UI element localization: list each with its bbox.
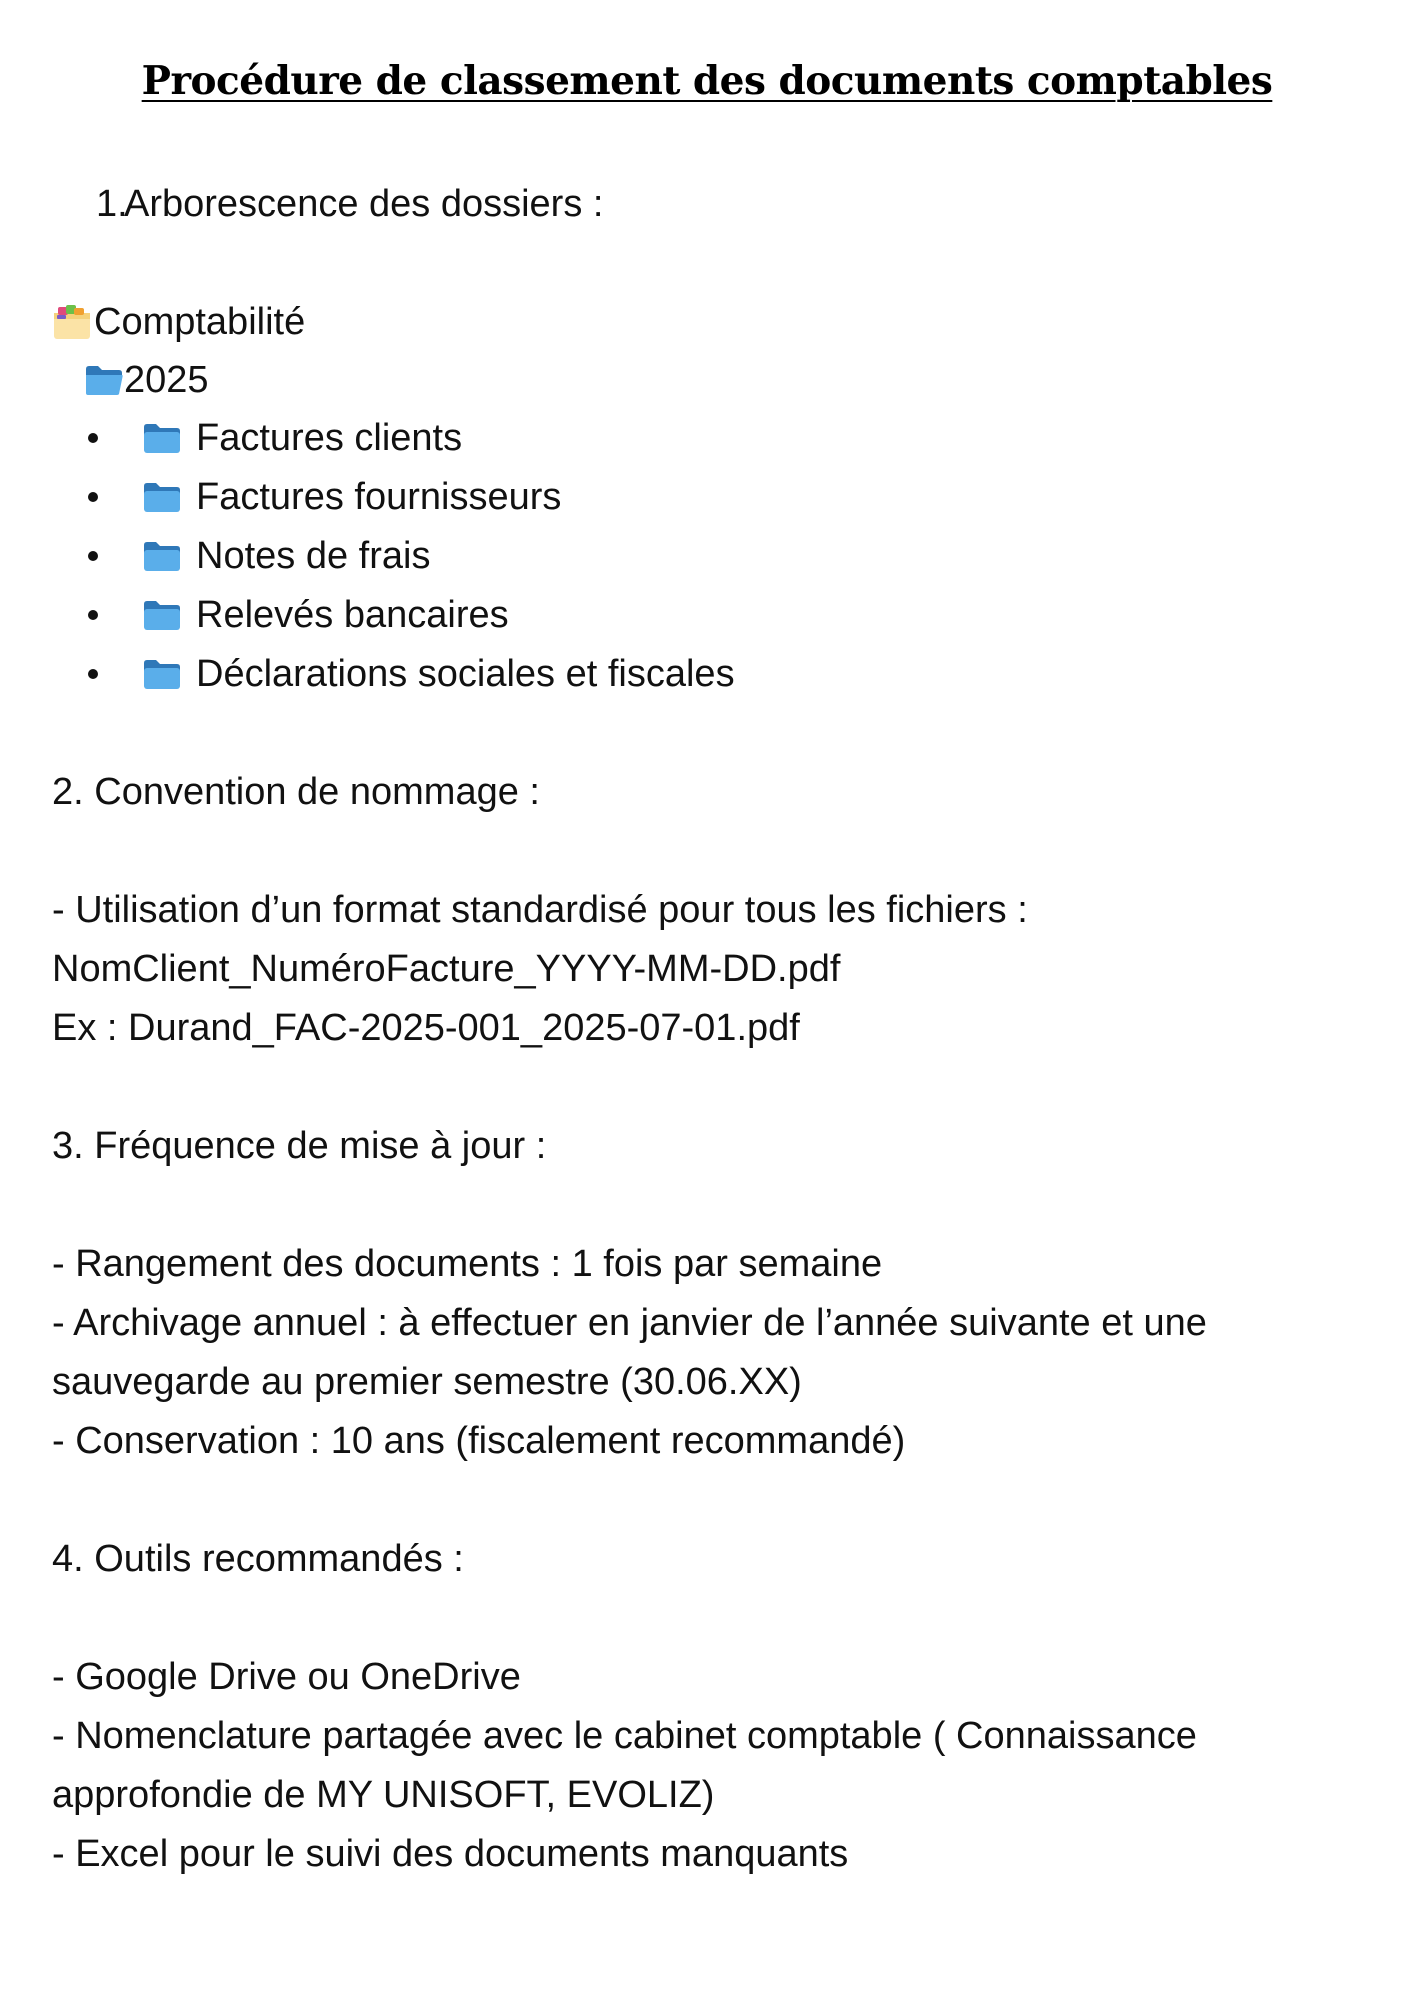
section4-line: - Nomenclature partagée avec le cabinet comptable ( Connaissance (52, 1715, 1197, 1757)
section4-heading: 4. Outils recommandés : (52, 1538, 464, 1580)
year-folder-label: 2025 (124, 359, 209, 401)
folder-list-item-label: Factures fournisseurs (196, 475, 562, 518)
folder-icon (142, 598, 182, 632)
folder-list-item-label: Déclarations sociales et fiscales (196, 652, 735, 695)
section2-line: NomClient_NuméroFacture_YYYY-MM-DD.pdf (52, 948, 841, 990)
bullet (88, 433, 98, 443)
section1-number: 1. (96, 183, 128, 225)
folder-icon (142, 421, 182, 455)
folder-list-item-label: Relevés bancaires (196, 593, 509, 636)
section4-line: approfondie de MY UNISOFT, EVOLIZ) (52, 1774, 715, 1816)
folder-icon (142, 480, 182, 514)
folder-icon (142, 539, 182, 573)
bullet (88, 551, 98, 561)
page-title: Procédure de classement des documents comptables (141, 58, 1273, 104)
section4-line: - Google Drive ou OneDrive (52, 1656, 521, 1698)
card-file-box-icon (52, 303, 92, 341)
bullet (88, 492, 98, 502)
section2-heading: 2. Convention de nommage : (52, 771, 540, 813)
folder-list-item (84, 416, 462, 460)
folder-list-item-label: Factures clients (196, 416, 463, 459)
bullet (88, 610, 98, 620)
section1-heading-text: Arborescence des dossiers : (124, 183, 604, 225)
section2-line: - Utilisation d’un format standardisé pour tous les fichiers : (52, 889, 1028, 931)
section3-line: - Archivage annuel : à effectuer en janvier de l’année suivante et une (52, 1302, 1207, 1344)
year-folder (84, 358, 209, 402)
section3-line: sauvegarde au premier semestre (30.06.XX) (52, 1361, 802, 1403)
folder-list-item (84, 593, 509, 637)
section3-line: - Rangement des documents : 1 fois par semaine (52, 1243, 883, 1285)
section2-line: Ex : Durand_FAC-2025-001_2025-07-01.pdf (52, 1007, 800, 1049)
folder-icon (142, 657, 182, 691)
section4-line: - Excel pour le suivi des documents manquants (52, 1833, 849, 1875)
root-folder (52, 300, 305, 344)
root-folder-label: Comptabilité (94, 301, 306, 343)
folder-list-item (84, 534, 430, 578)
folder-list-item (84, 475, 561, 519)
section3-line: - Conservation : 10 ans (fiscalement recommandé) (52, 1420, 906, 1462)
folder-list-item-label: Notes de frais (196, 534, 431, 577)
folder-open-icon (84, 363, 124, 397)
folder-list-item (84, 652, 735, 696)
bullet (88, 669, 98, 679)
section1-heading (96, 182, 603, 226)
section3-heading: 3. Fréquence de mise à jour : (52, 1125, 547, 1167)
